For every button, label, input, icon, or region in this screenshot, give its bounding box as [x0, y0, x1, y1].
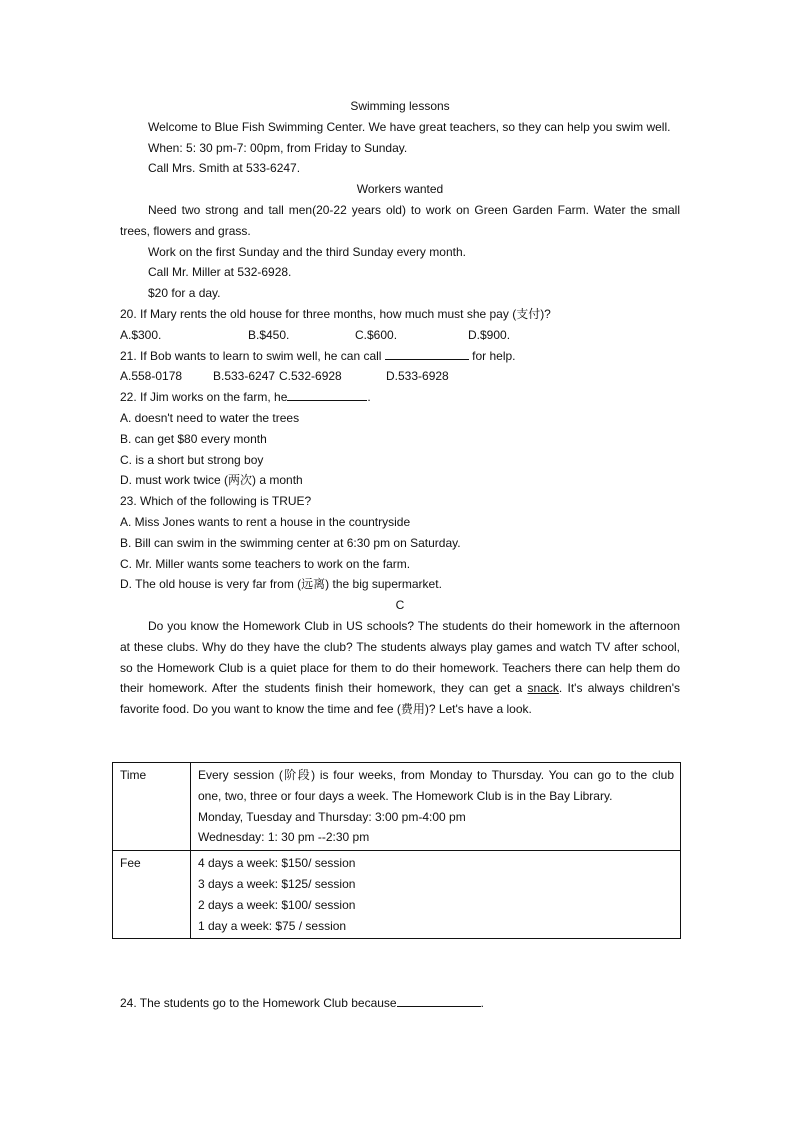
q22-stem: [120, 387, 680, 408]
q22-stem-before: 22. If Jim works on the farm, he: [120, 390, 288, 405]
q20-options: [120, 325, 680, 346]
fee-details: [191, 851, 681, 939]
q23-option-c: C. Mr. Miller wants some teachers to work on the farm.: [120, 556, 411, 571]
fee-line-2: 3 days a week: $125/ session: [198, 876, 356, 891]
ad1-when: When: 5: 30 pm-7: 00pm, from Friday to Sunday.: [148, 140, 408, 155]
q20-stem: 20. If Mary rents the old house for three months, how much must she pay (支付)?: [120, 306, 551, 321]
q22-option-c: C. is a short but strong boy: [120, 452, 264, 467]
q20-option-b: B.$450.: [248, 327, 290, 342]
section-c-passage: [120, 616, 680, 720]
q20-option-c: C.$600.: [355, 327, 398, 342]
exam-page: [120, 96, 680, 720]
fee-line-1: 4 days a week: $150/ session: [198, 856, 356, 871]
q21-option-c: C.532-6928: [279, 369, 342, 384]
table-row-time: [113, 763, 681, 851]
q22-stem-after: .: [367, 390, 371, 405]
q21-option-b: B.533-6247: [213, 369, 276, 384]
q23-option-b: B. Bill can swim in the swimming center at 6:30 pm on Saturday.: [120, 535, 461, 550]
ad2-body: Need two strong and tall men(20-22 years old) to work on Green Garden Farm. Water the small trees, flowers and grass.: [120, 202, 680, 238]
q24-stem: [120, 993, 484, 1014]
q21-options: [120, 366, 680, 387]
time-line-2: Monday, Tuesday and Thursday: 3:00 pm-4:00 pm: [198, 809, 466, 824]
q22-option-b: B. can get $80 every month: [120, 431, 267, 446]
passage-part-1: Do you know the Homework Club in US schools? The students do their homework in the afternoon at these clubs. Why do they have the club? The students always play games and watch TV after school, so the Homework Club is a quiet place for them to do their homework. Teachers there can help them do their homework. After the students finish their homework, they can get a: [120, 618, 680, 696]
q23-option-d: D. The old house is very far from (远离) the big supermarket.: [120, 577, 442, 592]
q21-stem: [120, 346, 680, 367]
q22-option-d: D. must work twice (两次) a month: [120, 473, 303, 488]
ad2-pay: $20 for a day.: [148, 286, 221, 301]
fee-line-3: 2 days a week: $100/ session: [198, 897, 356, 912]
q21-answer-blank: [385, 346, 469, 360]
q23-option-a: A. Miss Jones wants to rent a house in the countryside: [120, 514, 411, 529]
passage-underlined-word: snack: [527, 681, 559, 696]
ad2-work: Work on the first Sunday and the third Sunday every month.: [148, 244, 466, 259]
q21-stem-before: 21. If Bob wants to learn to swim well, he can call: [120, 348, 382, 363]
q24-answer-blank: [397, 993, 481, 1007]
passage-part-2: . It's always children's favorite food. Do you want to know the time and fee (费用)? Let's have a look.: [120, 681, 680, 717]
time-line-3: Wednesday: 1: 30 pm --2:30 pm: [198, 830, 370, 845]
q23-stem: 23. Which of the following is TRUE?: [120, 494, 312, 509]
club-info-table: [112, 762, 681, 939]
section-c-label: C: [395, 598, 405, 613]
table-row-fee: [113, 851, 681, 939]
q21-option-a: A.558-0178: [120, 369, 183, 384]
q24-stem-before: 24. The students go to the Homework Club because: [120, 996, 397, 1010]
q21-option-d: D.533-6928: [386, 369, 449, 384]
q21-stem-after: for help.: [472, 348, 516, 363]
ad2-call: Call Mr. Miller at 532-6928.: [148, 265, 292, 280]
q24-stem-after: .: [480, 996, 484, 1010]
time-line-1: Every session (阶段) is four weeks, from Monday to Thursday. You can go to the club one, two, three or four days a week. The Homework Club is in the Bay Library.: [198, 768, 674, 803]
q22-answer-blank: [287, 387, 367, 401]
fee-line-4: 1 day a week: $75 / session: [198, 918, 347, 933]
fee-label: Fee: [113, 851, 191, 939]
q20-option-d: D.$900.: [468, 327, 511, 342]
ad2-title: Workers wanted: [356, 182, 444, 197]
q22-option-a: A. doesn't need to water the trees: [120, 410, 300, 425]
time-details: [191, 763, 681, 851]
ad1-body: Welcome to Blue Fish Swimming Center. We have great teachers, so they can help you swim well.: [148, 119, 671, 134]
ad1-call: Call Mrs. Smith at 533-6247.: [148, 161, 301, 176]
ad1-title: Swimming lessons: [350, 99, 450, 113]
q20-option-a: A.$300.: [120, 327, 162, 342]
time-label: Time: [113, 763, 191, 851]
